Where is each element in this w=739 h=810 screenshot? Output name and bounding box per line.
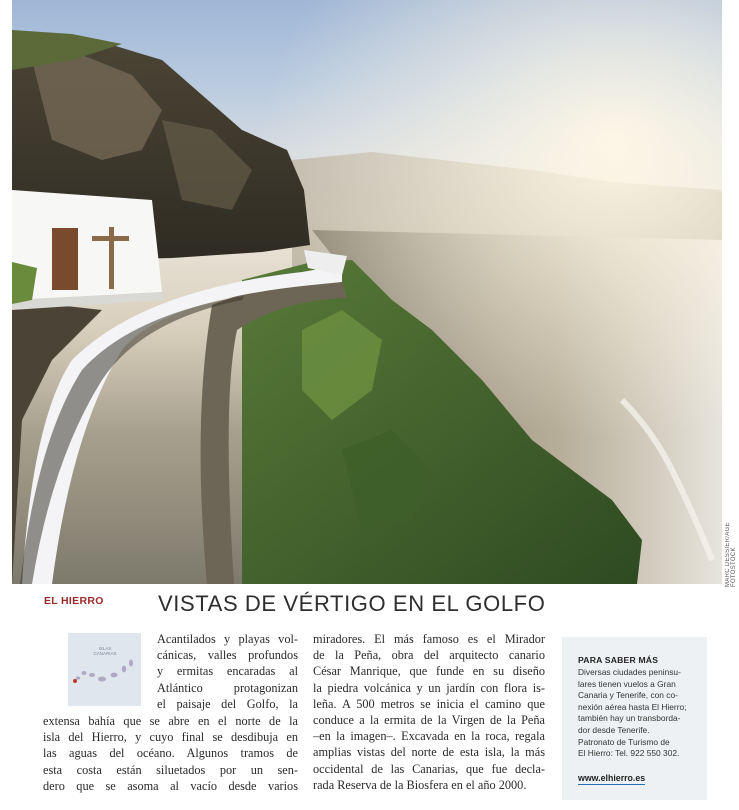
sidebar-line: nexión aérea hasta El Hierro;	[578, 701, 687, 712]
map-label: ISLAS CANARIAS	[93, 646, 117, 656]
sidebar-line: dor desde Tenerife.	[578, 724, 650, 735]
hero-photo	[12, 0, 722, 584]
section-label: EL HIERRO	[44, 595, 104, 607]
body-column-1b	[43, 713, 298, 794]
text-line: –en la imagen–. Excavada en la roca, regala	[313, 729, 545, 744]
body-column-1a	[157, 631, 298, 712]
sidebar-text	[578, 667, 702, 760]
text-line: dero que se asoma al vacío desde varios	[43, 778, 298, 793]
text-line: cánicas, valles profundos	[157, 648, 298, 663]
text-line: extensa bahía que se abre en el norte de la	[43, 714, 298, 728]
text-line: amplias vistas del norte de esta isla, la más	[313, 745, 545, 760]
sidebar-line: Diversas ciudades peninsu-	[578, 667, 681, 677]
text-line: leña. A 500 metros se inicia el camino que	[313, 696, 545, 711]
headline: VISTAS DE VÉRTIGO EN EL GOLFO	[158, 591, 546, 616]
website-link[interactable]: www.elhierro.es	[578, 773, 646, 783]
text-line: occidental de las Canarias, que fue decla-	[313, 761, 545, 776]
text-line: esta costa están siluetados por un sen-	[43, 762, 298, 777]
text-line: de la Peña, obra del arquitecto canario	[313, 648, 545, 663]
sidebar-heading: PARA SABER MÁS	[578, 655, 659, 665]
text-line: César Manrique, que funde en su diseño	[313, 664, 545, 679]
el-hierro-marker	[73, 679, 77, 683]
sidebar-line: lares tienen vuelos a Gran	[578, 678, 676, 689]
text-line: el paisaje del Golfo, la	[157, 696, 298, 711]
text-line: Acantilados y playas vol-	[157, 632, 298, 646]
text-line: la piedra volcánica y un jardín con flora is-	[313, 680, 545, 695]
text-line: las aguas del océano. Algunos tramos de	[43, 746, 298, 761]
text-line: conduce a la ermita de la Virgen de la Peña	[313, 713, 545, 728]
sidebar-line: Canaria y Tenerife, con co-	[578, 690, 678, 701]
sidebar-line: Patronato de Turismo de	[578, 736, 670, 747]
text-line: miradores. El más famoso es el Mirador	[313, 632, 545, 646]
sidebar-line: también hay un transborda-	[578, 713, 681, 724]
text-line: Atlántico protagonizan	[157, 680, 298, 695]
sidebar-line: El Hierro: Tel. 922 550 302.	[578, 748, 680, 759]
text-line: rada Reserva de la Biosfera en el año 2000.	[313, 777, 527, 792]
location-map	[68, 633, 141, 706]
text-line: y ermitas encaradas al	[157, 664, 298, 679]
photo-credit: MARC DESSIER/AGE FOTOSTOCK	[725, 522, 737, 587]
body-column-2	[313, 631, 545, 793]
info-sidebar	[562, 637, 707, 800]
landscape-illustration	[12, 0, 722, 584]
canary-islands-map	[68, 633, 141, 706]
text-line: isla del Hierro, y cuyo final se desdibuja en	[43, 730, 298, 745]
